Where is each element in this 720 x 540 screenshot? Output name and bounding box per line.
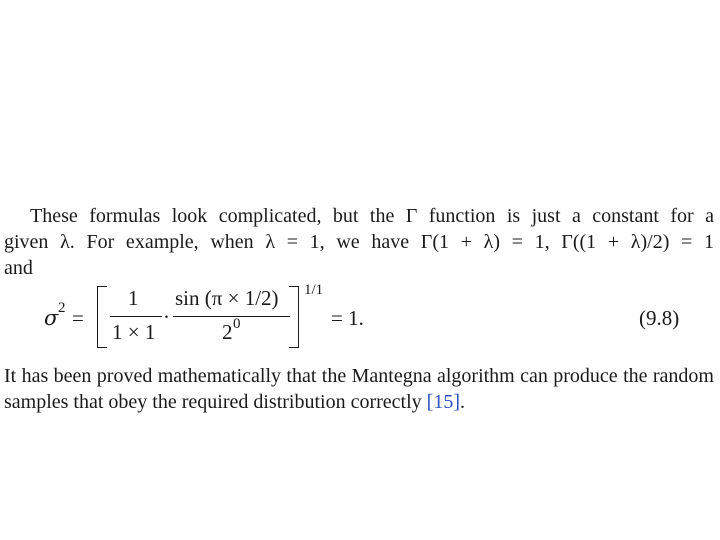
equation-number: (9.8) [639, 306, 680, 330]
paragraph2-line-2-period: . [459, 391, 465, 413]
multiplication-dot: · [163, 305, 170, 329]
bracket-exponent: 1/1 [304, 282, 324, 298]
paragraph2-line-2-text: samples that obey the required distribution correctly [4, 391, 427, 413]
equation-result: = 1. [331, 306, 364, 330]
equation-9-8 [0, 280, 720, 350]
fraction2-denominator-exponent: 0 [233, 316, 241, 332]
paragraph2-line-2 [4, 390, 465, 414]
paragraph-line-1: These formulas look complicated, but the Γ function is just a constant for a [30, 205, 714, 227]
equation-lhs-sigma: σ [44, 306, 59, 330]
fraction1-numerator: 1 [128, 286, 139, 310]
fraction1-denominator: 1 × 1 [112, 320, 156, 344]
fraction2-bar [173, 316, 290, 317]
equation-equals-sign: = [72, 306, 84, 330]
right-bracket [289, 286, 299, 348]
citation-link[interactable]: [15] [426, 391, 460, 413]
left-bracket [97, 286, 107, 348]
paragraph-line-3: and [4, 257, 33, 279]
fraction2-denominator: 2 [222, 320, 233, 344]
paragraph-line-2: given λ. For example, when λ = 1, we have Γ(1 + λ) = 1, Γ((1 + λ)/2) = 1 [4, 231, 714, 253]
fraction2-numerator: sin (π × 1/2) [175, 286, 279, 310]
fraction1-bar [110, 316, 162, 317]
equation-lhs-exponent: 2 [58, 300, 66, 316]
paragraph2-line-1: It has been proved mathematically that the Mantegna algorithm can produce the random [4, 365, 714, 387]
